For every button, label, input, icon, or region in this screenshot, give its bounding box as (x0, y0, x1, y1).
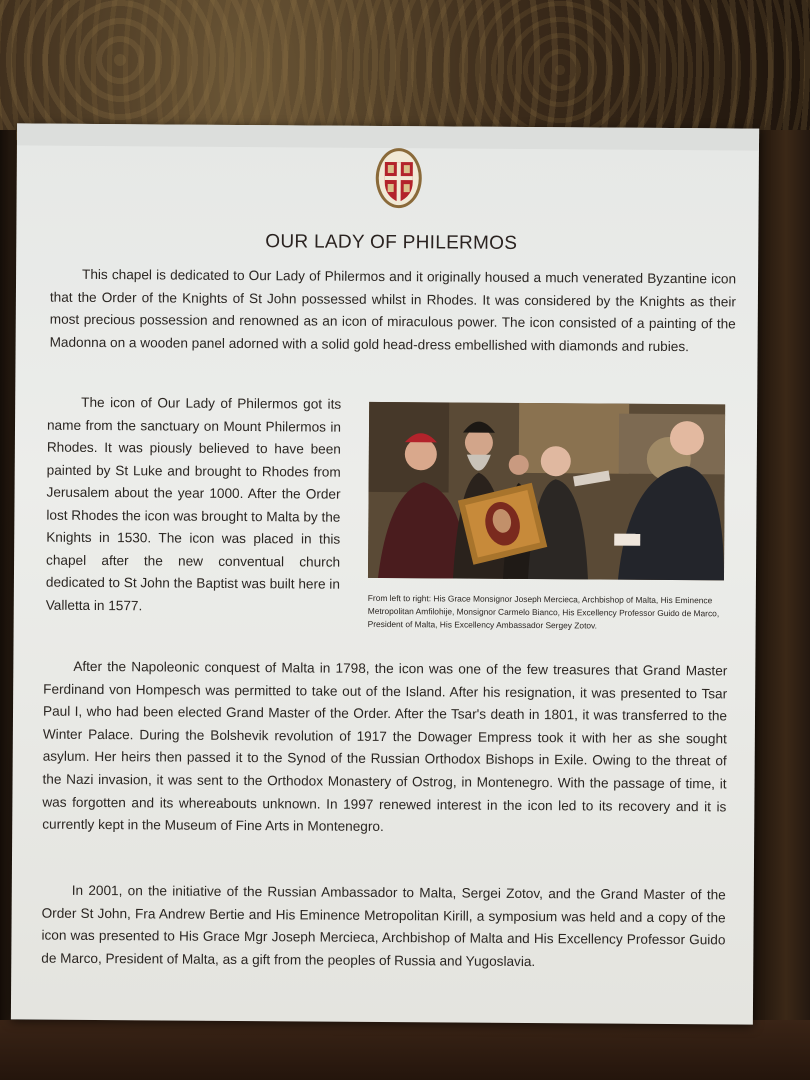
gilded-ornament-background (0, 0, 810, 140)
paragraph-copy-presentation: In 2001, on the initiative of the Russian Ambassador to Malta, Sergei Zotov, and the Grand Master of the Order St John, Fra Andrew Bertie and His Eminence Metropolitan Kirill, a symposium was held and a copy of the icon was presented to His Grace Mgr Joseph Mercieca, Archbishop of Malta and His Excellency Professor Guido de Marco, President of Malta, as a gift from the peoples of Russia and Yugoslavia. (41, 882, 726, 969)
presentation-photo (368, 402, 725, 580)
frame-right-edge (750, 130, 810, 1030)
photo-caption: From left to right: His Grace Monsignor Joseph Mercieca, Archbishop of Malta, His Eminence Metropolitan Amfilohije, Monsignor Carmelo Bianco, His Excellency Professor Guido de Marco, President of Malta, His Excellency Ambassador Sergey Zotov. (367, 592, 720, 631)
paragraph-icon-origin: The icon of Our Lady of Philermos got its name from the sanctuary on Mount Philermos in Rhodes. It was piously believed to have been painted by St Luke and brought to Rhodes from Jerusalem about the year 1000. After the Order lost Rhodes the icon was brought to Malta by the Knights in 1530. The icon was placed in this chapel after the new conventual church dedicated to St John the Baptist was built here in Valletta in 1577. (45, 394, 342, 613)
frame-bottom-edge (0, 1020, 810, 1080)
information-plaque (11, 123, 759, 1024)
plaque-title: OUR LADY OF PHILERMOS (265, 231, 518, 254)
order-crest-icon (374, 146, 424, 210)
paragraph-history: After the Napoleonic conquest of Malta in 1798, the icon was one of the few treasures that Grand Master Ferdinand von Hompesch was permitted to take out of the Island. After his resignation, it was presented to Tsar Paul I, who had been elected Grand Master of the Order. After the Tsar's death in 1801, it was transferred to the Winter Palace. During the Bolshevik revolution of 1917 the Dowager Empress took it with her as she sought asylum. Her heirs then passed it to the Synod of the Russian Orthodox Bishops in Exile. Owing to the threat of the Nazi invasion, it was sent to the Orthodox Monastery of Ostrog, in Montenegro. With the passage of time, it was forgotten and its whereabouts unknown. In 1997 renewed interest in the icon led to its recovery and it is currently kept in the Museum of Fine Arts in Montenegro. (42, 658, 728, 835)
paragraph-introduction: This chapel is dedicated to Our Lady of Philermos and it originally housed a much venerated Byzantine icon that the Order of the Knights of St John possessed whilst in Rhodes. It was considered by the Knights as their most precious possession and renowned as an icon of miraculous power. The icon consisted of a painting of the Madonna on a wooden panel adorned with a solid gold head-dress embellished with diamonds and rubies. (49, 266, 737, 354)
